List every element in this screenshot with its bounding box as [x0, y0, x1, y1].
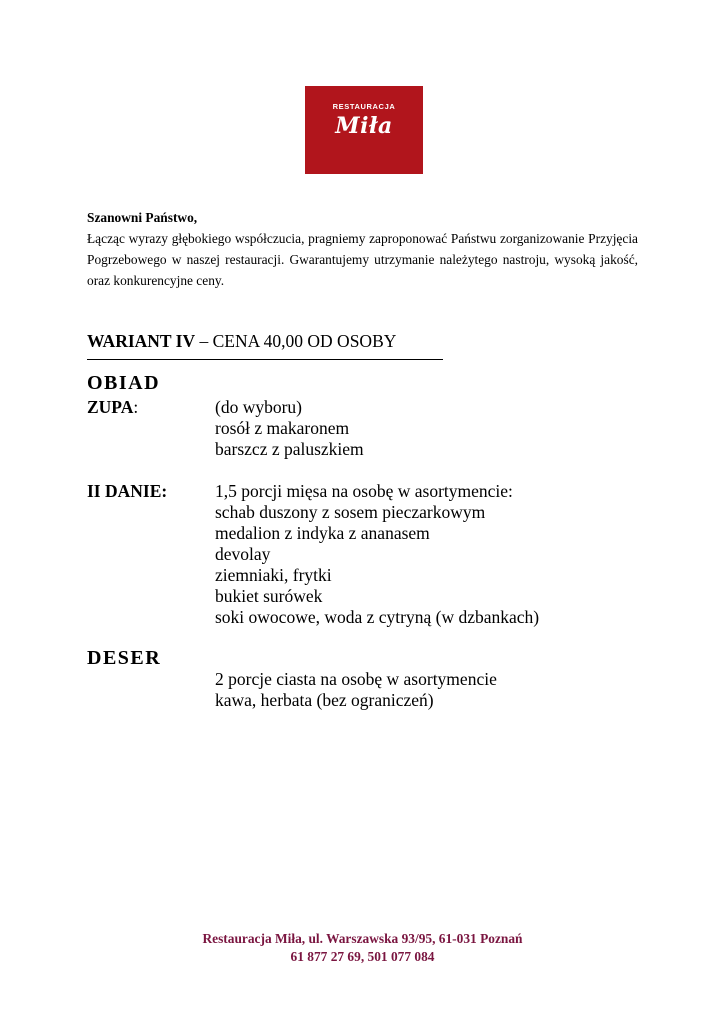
label-zupa: [87, 397, 138, 418]
footer-address: Restauracja Miła, ul. Warszawska 93/95, 61-031 Poznań: [202, 931, 523, 946]
label-zupa-colon: :: [133, 397, 139, 417]
list-item: rosół z makaronem: [215, 418, 350, 438]
deser-list: [215, 669, 497, 711]
label-zupa-text: ZUPA: [87, 397, 134, 417]
variant-heading: [87, 329, 443, 360]
greeting: Szanowni Państwo,: [87, 210, 198, 225]
variant-name: WARIANT IV: [87, 331, 196, 351]
list-item: bukiet surówek: [215, 586, 323, 606]
list-item: devolay: [215, 544, 271, 564]
section-title-deser: DESER: [87, 647, 162, 669]
list-item: kawa, herbata (bez ograniczeń): [215, 690, 434, 710]
label-drugie-danie: [87, 481, 167, 502]
logo-top-text: RESTAURACJA: [332, 102, 396, 111]
logo-name: Miła: [335, 113, 393, 139]
list-item: (do wyboru): [215, 397, 302, 417]
drugie-danie-list: [215, 481, 539, 628]
variant-price: – CENA 40,00 OD OSOBY: [195, 331, 397, 351]
intro-body: Łącząc wyrazy głębokiego współczucia, pragniemy zaproponować Państwu zorganizowanie Przyjęcia Pogrzebowego w naszej restauracji. Gwarantujemy utrzymanie należytego nastroju, wysoką jakość, oraz konkurencyjne ceny.: [87, 231, 638, 288]
zupa-list: [215, 397, 364, 460]
section-title-obiad: OBIAD: [87, 372, 161, 394]
restaurant-logo: [305, 86, 423, 174]
intro-letter: [87, 207, 638, 291]
list-item: schab duszony z sosem pieczarkowym: [215, 502, 486, 522]
list-item: ziemniaki, frytki: [215, 565, 332, 585]
label-drugie-danie-text: II DANIE:: [87, 481, 168, 501]
list-item: barszcz z paluszkiem: [215, 439, 364, 459]
list-item: 2 porcje ciasta na osobę w asortymencie: [215, 669, 497, 689]
list-item: soki owocowe, woda z cytryną (w dzbankach): [215, 607, 540, 627]
list-item: medalion z indyka z ananasem: [215, 523, 430, 543]
footer-phones: 61 877 27 69, 501 077 084: [290, 949, 435, 964]
footer: [0, 930, 725, 966]
list-item: 1,5 porcji mięsa na osobę w asortymencie:: [215, 481, 513, 501]
